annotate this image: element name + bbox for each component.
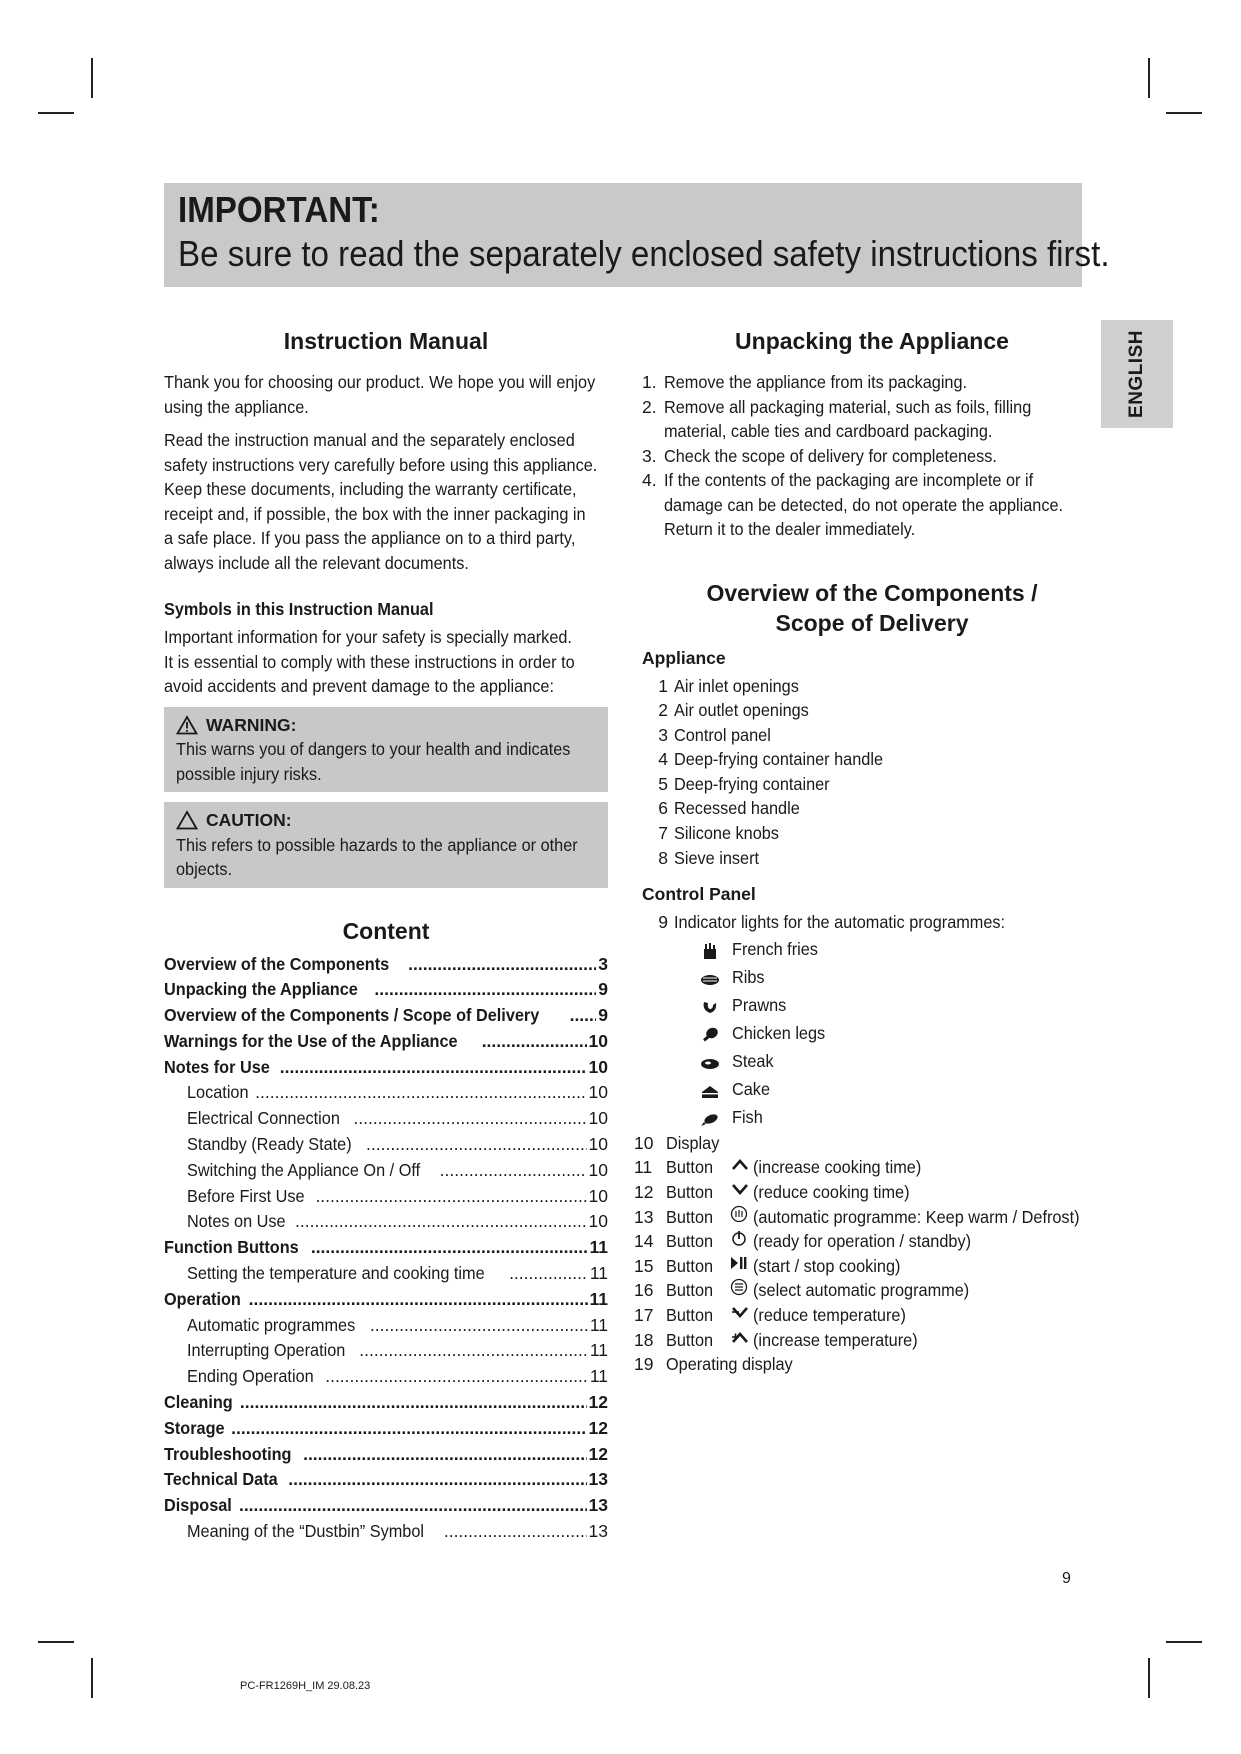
toc-leader-dots: [370, 1313, 588, 1339]
item-prefix: Button: [666, 1280, 714, 1301]
toc-entry-page: 11: [589, 1263, 608, 1284]
step-number: 2.: [642, 396, 657, 417]
chevron-up-icon: [729, 1155, 749, 1180]
toc-entry[interactable]: [164, 1467, 608, 1493]
item-text: (ready for operation / standby): [752, 1231, 971, 1252]
step-text-line: material, cable ties and cardboard packaging.: [664, 421, 993, 441]
toc-entry-label: Disposal: [164, 1495, 232, 1516]
warning-text: This warns you of dangers to your health and indicates possible injury risks.: [176, 739, 571, 784]
control-panel-list: [642, 910, 1102, 935]
caution-box: [164, 802, 608, 888]
list-item: [634, 1131, 1102, 1156]
toc-entry-page: 9: [598, 1005, 608, 1026]
toc-entry-label: Overview of the Components: [164, 953, 390, 974]
step-number: 3.: [642, 445, 657, 466]
item-number: 13: [634, 1206, 654, 1227]
cake-icon: [700, 1080, 720, 1098]
keep-warm-icon: [729, 1205, 749, 1230]
intro-paragraph: Thank you for choosing our product. We hope you will enjoy using the appliance.: [164, 372, 596, 417]
toc-entry[interactable]: [164, 1003, 608, 1029]
toc-entry-page: 11: [589, 1288, 608, 1309]
item-number: 3: [658, 724, 668, 745]
toc-entry[interactable]: [164, 1287, 608, 1313]
item-text: (automatic programme: Keep warm / Defrost): [752, 1206, 1080, 1227]
toc-entry-label: Before First Use: [187, 1185, 305, 1206]
toc-entry-label: Switching the Appliance On / Off: [187, 1159, 421, 1180]
prawn-icon: [700, 996, 720, 1014]
toc-leader-dots: [359, 1338, 588, 1364]
play-pause-icon: [729, 1254, 749, 1279]
read-paragraph-line: a safe place. If you pass the appliance on to a third party,: [164, 528, 576, 548]
list-item: [642, 796, 1102, 821]
list-item: [642, 747, 1102, 772]
toc-entry-page: 3: [598, 953, 608, 974]
item-number: 16: [634, 1280, 654, 1301]
toc-entry-label: Operation: [164, 1288, 241, 1309]
fries-icon: [700, 940, 720, 958]
toc-entry[interactable]: [164, 1106, 608, 1132]
toc-entry-label: Interrupting Operation: [187, 1340, 346, 1361]
crop-mark: [1166, 1641, 1202, 1643]
toc-entry[interactable]: [164, 1364, 608, 1390]
list-item: [634, 1155, 1102, 1180]
toc-entry-label: Notes on Use: [187, 1211, 286, 1232]
toc-entry[interactable]: [164, 1261, 608, 1287]
toc-leader-dots: [509, 1261, 588, 1287]
control-panel-heading: Control Panel: [642, 884, 756, 905]
step-text-line: If the contents of the packaging are incomplete or if: [664, 470, 1034, 490]
unpacking-step: [642, 370, 1102, 395]
minus-icon: [729, 1303, 749, 1328]
fish-icon: [700, 1108, 720, 1126]
unpacking-heading: Unpacking the Appliance: [735, 328, 1009, 354]
item-text: Recessed handle: [674, 798, 800, 819]
symbols-line: Important information for your safety is specially marked.: [164, 627, 572, 647]
caution-icon: [176, 810, 198, 830]
toc-entry-label: Storage: [164, 1417, 225, 1438]
list-item: [642, 723, 1102, 748]
toc-entry[interactable]: [164, 1493, 608, 1519]
list-item: [642, 910, 1102, 935]
instruction-manual-heading: Instruction Manual: [283, 328, 489, 354]
read-paragraph-line: Read the instruction manual and the separately enclosed: [164, 430, 575, 450]
item-prefix: Button: [666, 1255, 714, 1276]
item-number: 18: [634, 1329, 654, 1350]
toc-leader-dots: [280, 1055, 587, 1081]
item-text: Indicator lights for the automatic programmes:: [674, 912, 1006, 933]
toc-entry-page: 13: [588, 1469, 608, 1490]
menu-icon: [729, 1278, 749, 1303]
list-item: [642, 846, 1102, 871]
toc-entry[interactable]: [164, 1519, 608, 1545]
toc-entry[interactable]: [164, 1313, 608, 1339]
item-text: Control panel: [674, 724, 771, 745]
unpacking-steps: [642, 370, 1102, 542]
read-paragraph-line: always include all the relevant documents.: [164, 552, 469, 573]
toc-leader-dots: [295, 1209, 587, 1235]
toc-entry-label: Warnings for the Use of the Appliance: [164, 1030, 458, 1051]
toc-leader-dots: [353, 1106, 586, 1132]
toc-entry-page: 9: [598, 979, 608, 1000]
crop-mark: [38, 1641, 74, 1643]
chicken-leg-icon: [700, 1024, 720, 1042]
toc-entry[interactable]: [164, 1442, 608, 1468]
symbols-heading: Symbols in this Instruction Manual: [164, 599, 434, 619]
toc-entry-label: Function Buttons: [164, 1237, 299, 1258]
item-text: Deep-frying container handle: [674, 749, 884, 770]
item-text: Silicone knobs: [674, 823, 779, 844]
caution-text: This refers to possible hazards to the appliance or other objects.: [176, 834, 578, 879]
toc-entry[interactable]: [164, 977, 608, 1003]
footer-code: PC-FR1269H_IM 29.08.23: [240, 1680, 371, 1692]
toc-entry[interactable]: [164, 952, 608, 978]
toc-leader-dots: [240, 1390, 587, 1416]
item-number: 10: [634, 1132, 654, 1153]
toc-entry-page: 10: [588, 1108, 608, 1129]
toc-entry[interactable]: [164, 1235, 608, 1261]
page-number: 9: [1062, 1570, 1071, 1587]
unpacking-step: [642, 395, 1102, 444]
power-icon: [729, 1229, 749, 1254]
toc-entry-page: 12: [588, 1443, 608, 1464]
toc-entry[interactable]: [164, 1132, 608, 1158]
toc-leader-dots: [408, 952, 596, 978]
warning-title: WARNING:: [206, 714, 297, 735]
content-heading: Content: [342, 917, 430, 944]
item-prefix: Button: [666, 1231, 714, 1252]
overview-heading: [642, 578, 1102, 638]
toc-entry-page: 10: [588, 1134, 608, 1155]
toc-leader-dots: [325, 1364, 588, 1390]
item-number: 7: [658, 823, 668, 844]
important-text: Be sure to read the separately enclosed safety instructions first.: [178, 233, 1110, 274]
toc-entry[interactable]: [164, 1158, 608, 1184]
toc-entry-label: Notes for Use: [164, 1056, 270, 1077]
item-number: 1: [658, 675, 668, 696]
toc-leader-dots: [374, 977, 596, 1003]
step-text-line: Remove the appliance from its packaging.: [664, 372, 968, 392]
programme-item: [700, 963, 1102, 991]
toc-entry-label: Standby (Ready State): [187, 1134, 352, 1155]
programme-item: [700, 991, 1102, 1019]
step-text-line: Remove all packaging material, such as foils, filling: [664, 396, 1032, 417]
programme-label: French fries: [732, 938, 818, 959]
programme-item: [700, 1103, 1102, 1131]
crop-mark: [1148, 58, 1150, 98]
ribs-icon: [700, 968, 720, 986]
toc-entry-label: Overview of the Components / Scope of Delivery: [164, 1005, 540, 1026]
toc-entry-page: 11: [589, 1237, 608, 1258]
important-title: IMPORTANT:: [178, 189, 380, 230]
toc-entry-page: 10: [588, 1056, 608, 1077]
warning-box: [164, 707, 608, 793]
overview-heading-line2: Scope of Delivery: [775, 609, 969, 636]
toc-entry-label: Meaning of the “Dustbin” Symbol: [187, 1521, 425, 1542]
item-prefix: Button: [666, 1157, 714, 1178]
item-text: Deep-frying container: [674, 773, 830, 794]
crop-mark: [1148, 1658, 1150, 1698]
toc-entry-page: 10: [588, 1185, 608, 1206]
toc-leader-dots: [444, 1519, 587, 1545]
item-number: 5: [658, 773, 668, 794]
toc-entry-page: 10: [588, 1082, 608, 1103]
toc-entry-page: 11: [589, 1340, 608, 1361]
toc-entry-label: Technical Data: [164, 1469, 278, 1490]
warning-icon: [176, 715, 198, 735]
item-text: (increase cooking time): [752, 1157, 921, 1178]
list-item: [634, 1180, 1102, 1205]
programme-label: Fish: [732, 1106, 763, 1127]
toc-entry-label: Troubleshooting: [164, 1443, 292, 1464]
item-number: 19: [634, 1354, 654, 1375]
toc-leader-dots: [440, 1158, 587, 1184]
toc-leader-dots: [311, 1235, 588, 1261]
item-number: 11: [634, 1157, 653, 1178]
programme-list: [642, 935, 1102, 1131]
item-number: 15: [634, 1255, 654, 1276]
toc-entry-page: 12: [588, 1392, 608, 1413]
programme-item: [700, 1075, 1102, 1103]
toc-entry-label: Cleaning: [164, 1392, 233, 1413]
item-number: 4: [658, 749, 668, 770]
toc-entry[interactable]: [164, 1055, 608, 1081]
caution-title: CAUTION:: [206, 810, 292, 830]
item-number: 6: [658, 798, 668, 819]
toc-entry-page: 13: [588, 1521, 608, 1542]
toc-entry[interactable]: [164, 1080, 608, 1106]
left-column: [164, 318, 608, 1545]
item-text: (increase temperature): [752, 1329, 918, 1350]
symbols-line: avoid accidents and prevent damage to the appliance:: [164, 676, 554, 696]
list-item: [634, 1278, 1102, 1303]
toc-leader-dots: [482, 1029, 587, 1055]
symbols-paragraph: [164, 625, 608, 699]
toc-leader-dots: [570, 1003, 597, 1029]
item-text: (select automatic programme): [752, 1280, 969, 1301]
list-item: [634, 1254, 1102, 1279]
list-item: [634, 1352, 1102, 1377]
programme-item: [700, 935, 1102, 963]
item-text: Air inlet openings: [674, 675, 799, 696]
crop-mark: [91, 58, 93, 98]
list-item: [634, 1328, 1102, 1353]
item-text: Sieve insert: [674, 847, 760, 868]
list-item: [642, 698, 1102, 723]
unpacking-step: [642, 468, 1102, 542]
item-prefix: Operating display: [666, 1354, 793, 1375]
item-number: 12: [634, 1182, 654, 1203]
item-prefix: Button: [666, 1305, 714, 1325]
item-text: (start / stop cooking): [752, 1255, 901, 1276]
language-tab-label: ENGLISH: [1126, 330, 1147, 418]
step-text-line: damage can be detected, do not operate the appliance.: [664, 494, 1064, 515]
unpacking-step: [642, 444, 1102, 469]
toc-entry-page: 11: [589, 1366, 608, 1387]
toc-entry[interactable]: [164, 1209, 608, 1235]
programme-label: Chicken legs: [732, 1022, 826, 1043]
crop-mark: [91, 1658, 93, 1698]
list-item: [642, 772, 1102, 797]
toc-leader-dots: [231, 1416, 586, 1442]
toc-entry-page: 11: [589, 1314, 608, 1335]
crop-mark: [38, 112, 74, 114]
toc-entry-page: 13: [588, 1495, 608, 1516]
toc-entry[interactable]: [164, 1390, 608, 1416]
item-text: (reduce cooking time): [752, 1182, 910, 1203]
toc-entry[interactable]: [164, 1029, 608, 1055]
read-paragraph-line: Keep these documents, including the warranty certificate,: [164, 479, 577, 499]
steak-icon: [700, 1052, 720, 1070]
toc-leader-dots: [315, 1184, 586, 1210]
toc-leader-dots: [239, 1493, 587, 1519]
appliance-heading: Appliance: [642, 647, 726, 668]
step-text-line: Check the scope of delivery for completeness.: [664, 445, 997, 466]
read-paragraph: [164, 428, 608, 575]
toc-leader-dots: [249, 1287, 588, 1313]
control-items-list: [634, 1131, 1102, 1377]
toc-entry-page: 10: [588, 1159, 608, 1180]
toc-entry[interactable]: [164, 1184, 608, 1210]
appliance-list: [642, 674, 1102, 871]
toc-entry[interactable]: [164, 1416, 608, 1442]
item-prefix: Button: [666, 1329, 714, 1350]
toc-entry-page: 12: [588, 1417, 608, 1438]
toc-leader-dots: [255, 1080, 586, 1106]
toc-entry-page: 10: [588, 1211, 608, 1232]
chevron-down-icon: [729, 1180, 749, 1205]
plus-icon: [729, 1328, 749, 1353]
overview-heading-line1: Overview of the Components /: [706, 579, 1038, 606]
item-number: 14: [634, 1231, 654, 1252]
toc-entry-label: Unpacking the Appliance: [164, 979, 358, 1000]
item-number: 17: [634, 1305, 654, 1325]
step-text-line: Return it to the dealer immediately.: [664, 519, 916, 539]
toc-leader-dots: [366, 1132, 586, 1158]
table-of-contents: [164, 952, 608, 1545]
item-prefix: Button: [666, 1182, 714, 1203]
list-item: [634, 1303, 1102, 1328]
read-paragraph-line: receipt and, if possible, the box with the inner packaging in: [164, 503, 586, 524]
item-prefix: Display: [666, 1132, 720, 1153]
programme-item: [700, 1047, 1102, 1075]
step-number: 4.: [642, 470, 657, 490]
toc-leader-dots: [288, 1467, 586, 1493]
toc-entry-page: 10: [588, 1030, 608, 1051]
symbols-line: It is essential to comply with these instructions in order to: [164, 651, 575, 672]
item-text: Air outlet openings: [674, 700, 809, 721]
item-number: 9: [658, 912, 668, 933]
toc-entry-label: Automatic programmes: [187, 1314, 356, 1335]
list-item: [642, 821, 1102, 846]
toc-entry-label: Location: [187, 1082, 249, 1103]
step-number: 1.: [642, 372, 657, 392]
list-item: [634, 1205, 1102, 1230]
right-column: [634, 318, 1102, 1377]
list-item: [634, 1229, 1102, 1254]
programme-label: Steak: [732, 1050, 774, 1071]
crop-mark: [1166, 112, 1202, 114]
toc-leader-dots: [303, 1442, 586, 1468]
programme-label: Prawns: [732, 994, 787, 1015]
language-tab: [1101, 320, 1173, 428]
toc-entry-label: Setting the temperature and cooking time: [187, 1263, 485, 1284]
programme-label: Cake: [732, 1078, 770, 1099]
programme-item: [700, 1019, 1102, 1047]
item-text: (reduce temperature): [752, 1305, 906, 1325]
toc-entry[interactable]: [164, 1338, 608, 1364]
programme-label: Ribs: [732, 966, 765, 987]
item-number: 8: [658, 847, 668, 868]
item-prefix: Button: [666, 1206, 714, 1227]
important-banner: [164, 183, 1110, 287]
list-item: [642, 674, 1102, 699]
read-paragraph-line: safety instructions very carefully before using this appliance.: [164, 454, 598, 475]
toc-entry-label: Electrical Connection: [187, 1108, 340, 1129]
toc-entry-label: Ending Operation: [187, 1366, 314, 1387]
item-number: 2: [658, 700, 668, 721]
